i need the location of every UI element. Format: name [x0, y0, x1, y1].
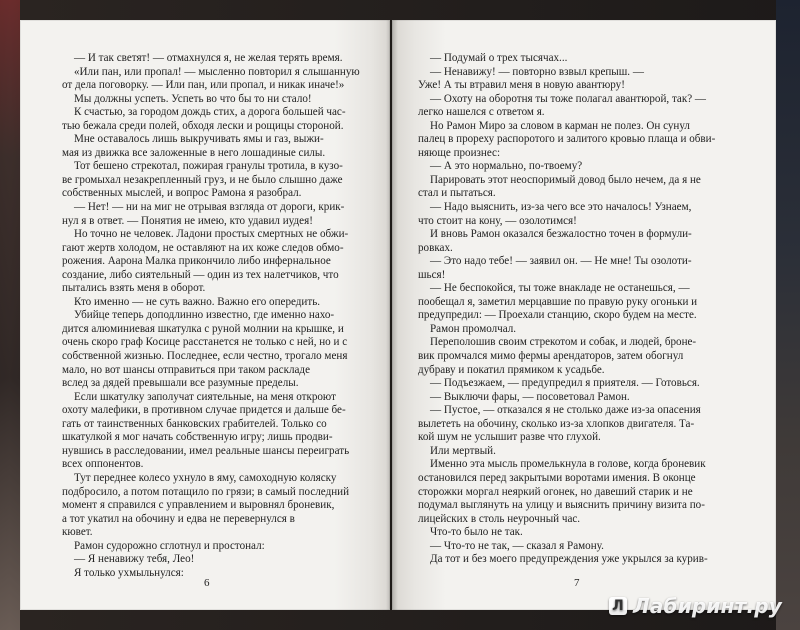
- text-line: Тут переднее колесо ухнуло в яму, самоходную коляску: [74, 471, 337, 484]
- text-line: кой шум не услышит разве что глухой.: [418, 431, 601, 444]
- book-cover-edge-right: [776, 0, 800, 630]
- text-line: нувшись в расследовании, имел реальные шансы переиграть: [62, 444, 350, 457]
- text-line: няюще произнес:: [418, 146, 501, 159]
- text-line: подбросило, а потом потащило по грязи; в самый последний: [62, 485, 350, 498]
- text-line: — Не беспокойся, ты тоже внакладе не останешься, —: [430, 282, 690, 295]
- text-line: рожения. Аарона Малка прикончило либо инфернальное: [62, 255, 331, 268]
- text-line: сторожки моргал неяркий огонек, но давеший старик и не: [418, 485, 693, 498]
- text-line: — И так светят! — отмахнулся я, не желая терять время.: [74, 52, 343, 64]
- text-line: очень скоро граф Косице расстанется не только с ней, но и с: [62, 336, 348, 349]
- text-line: пообещал я, заметил мерцавшие по правую руку огоньки и: [418, 295, 698, 308]
- text-line: Мне оставалось лишь выкручивать ямы и газ, выжи-: [74, 133, 324, 146]
- text-line: Или мертвый.: [430, 444, 496, 457]
- text-line: Если шкатулку заполучат сиятельные, на меня откроют: [74, 390, 336, 403]
- text-line: Да тот и без моего предупреждения уже укрылся за курив-: [430, 553, 708, 566]
- text-line: вик промчался мимо фермы арендаторов, затем обогнул: [418, 350, 684, 363]
- text-line: Что-то было не так.: [430, 526, 523, 539]
- text-line: вылететь на обочину, сколько из-за хлопков двигателя. Та-: [418, 417, 695, 430]
- text-line: палец в прореху распоротого и залитого кровью плаща и обви-: [418, 133, 716, 146]
- book-cover-edge-left: [0, 0, 20, 630]
- text-line: вслед за дядей превышали все разумные пределы.: [62, 377, 299, 390]
- text-line: предупредил: — Проехали станцию, скоро будем на месте.: [418, 309, 697, 322]
- text-line: а тот укатил на обочину и едва не перевернулся в: [62, 512, 295, 525]
- left-page-text: [62, 52, 367, 580]
- text-line: всех оппонентов.: [62, 458, 144, 471]
- text-line: дится алюминиевая шкатулка с руной молнии на крышке, и: [62, 322, 344, 335]
- text-line: создание, либо сиятельный — один из тех налетчиков, что: [62, 268, 339, 281]
- text-line: — А это нормально, по-твоему?: [430, 160, 583, 173]
- text-line: гают жертв холодом, не оставляют на их коже следов обмо-: [62, 241, 344, 254]
- text-line: остановился перед закрытыми воротами имения. В оконце: [418, 471, 696, 484]
- text-line: — Охоту на оборотня ты тоже полагал авантюрой, так? —: [430, 92, 707, 105]
- text-line: гать от таинственных банковских грабителей. Только со: [62, 417, 327, 430]
- watermark-text: Лабиринт.ру: [633, 594, 782, 618]
- book-gutter-shadow: [386, 20, 398, 610]
- text-line: кювет.: [62, 526, 93, 539]
- text-line: Мы должны успеть. Успеть во что бы то ни стало!: [74, 92, 312, 105]
- text-line: легко нашелся с ответом я.: [418, 106, 545, 119]
- text-line: Именно эта мысль промелькнула в голове, когда броневик: [430, 458, 706, 471]
- text-line: Кто именно — не суть важно. Важно его опередить.: [74, 295, 321, 308]
- text-line: момент я справился с управлением и выровнял броневик,: [62, 499, 335, 512]
- text-line: ве громыхал незакрепленный груз, и не было слышно даже: [62, 173, 343, 186]
- text-line: — Надо выяснить, из-за чего все это началось! Узнаем,: [430, 201, 692, 214]
- text-line: мая из движка все заложенные в него лошадиные силы.: [62, 146, 326, 159]
- text-line: лицейских в столь неурочный час.: [418, 512, 581, 525]
- text-line: — Ненавижу! — повторно взвыл крепыш. —: [430, 65, 644, 78]
- text-line: Но точно не человек. Ладони простых смертных не обжи-: [74, 228, 349, 241]
- text-line: — Подумай о трех тысячах...: [430, 52, 568, 64]
- text-line: И вновь Рамон оказался безжалостно точен в формули-: [430, 228, 692, 241]
- text-line: охоту малефики, в противном случае придется и дальше бе-: [62, 404, 346, 417]
- text-line: мало, но вот шансы отправиться при таком раскладе: [62, 363, 311, 376]
- text-line: К счастью, за городом дождь стих, а дорога большей час-: [74, 106, 346, 119]
- text-line: — Нет! — ни на миг не отрывая взгляда от дороги, крик-: [74, 201, 345, 214]
- text-line: дубраву и покатил прямиком к усадьбе.: [418, 363, 605, 376]
- text-line: шкатулкой я мог начать собственную игру; лишь продви-: [62, 431, 333, 444]
- text-line: Я только ухмыльнулся:: [74, 566, 184, 579]
- text-line: стал и пытаться.: [418, 187, 496, 200]
- text-line: — Я ненавижу тебя, Лео!: [74, 553, 195, 566]
- page-number-right: 7: [574, 577, 580, 589]
- text-line: «Или пан, или пропал! — мысленно повторил я слышанную: [74, 65, 360, 78]
- text-line: Но Рамон Миро за словом в карман не полез. Он сунул: [430, 119, 690, 132]
- text-line: — Что-то не так, — сказал я Рамону.: [430, 539, 604, 552]
- text-line: Убийце теперь доподлинно известно, где именно нахо-: [74, 309, 335, 322]
- labirint-logo-icon: Л: [609, 597, 627, 615]
- text-line: что стоит на кону, — озолотимся!: [418, 214, 577, 227]
- text-line: Рамон судорожно сглотнул и простонал:: [74, 539, 265, 552]
- text-line: ровках.: [418, 241, 453, 254]
- text-line: — Подъезжаем, — предупредил я приятеля. — Готовься.: [430, 377, 700, 390]
- text-line: — Это надо тебе! — заявил он. — Не мне! Ты озолоти-: [430, 255, 692, 268]
- text-line: Рамон промолчал.: [430, 322, 517, 335]
- right-page-text: [418, 52, 746, 567]
- text-line: пытались взять меня в оборот.: [62, 282, 206, 295]
- text-line: Тот бешено стрекотал, пожирая гранулы тротила, в кузо-: [74, 160, 343, 173]
- text-line: подумал выглянуть на улицу и выяснить причину визита по-: [418, 499, 705, 512]
- text-line: собственных мыслей, и вопрос Рамона я разобрал.: [62, 187, 302, 200]
- text-line: Переполошив своим стрекотом и собак, и людей, броне-: [430, 336, 697, 349]
- labirint-watermark: [609, 594, 782, 618]
- text-line: нул я в ответ. — Понятия не имею, кто удавил иудея!: [62, 214, 313, 227]
- text-line: тью бежала среди полей, обходя лески и рощицы стороной.: [62, 119, 344, 132]
- page-number-left: 6: [204, 577, 210, 589]
- text-line: — Пустое, — отказался я не столько даже из-за опасения: [430, 404, 701, 417]
- text-line: Уже! А ты втравил меня в новую авантюру!: [418, 79, 625, 92]
- text-line: Парировать этот неоспоримый довод было нечем, да я не: [430, 173, 701, 186]
- text-line: собственной жизнью. Последнее, если честно, трогало меня: [62, 350, 348, 363]
- text-line: — Выключи фары, — посоветовал Рамон.: [430, 390, 630, 403]
- text-line: от дела поговорку. — Или пан, или пропал, и никак иначе!»: [62, 79, 345, 92]
- text-line: шься!: [418, 268, 446, 281]
